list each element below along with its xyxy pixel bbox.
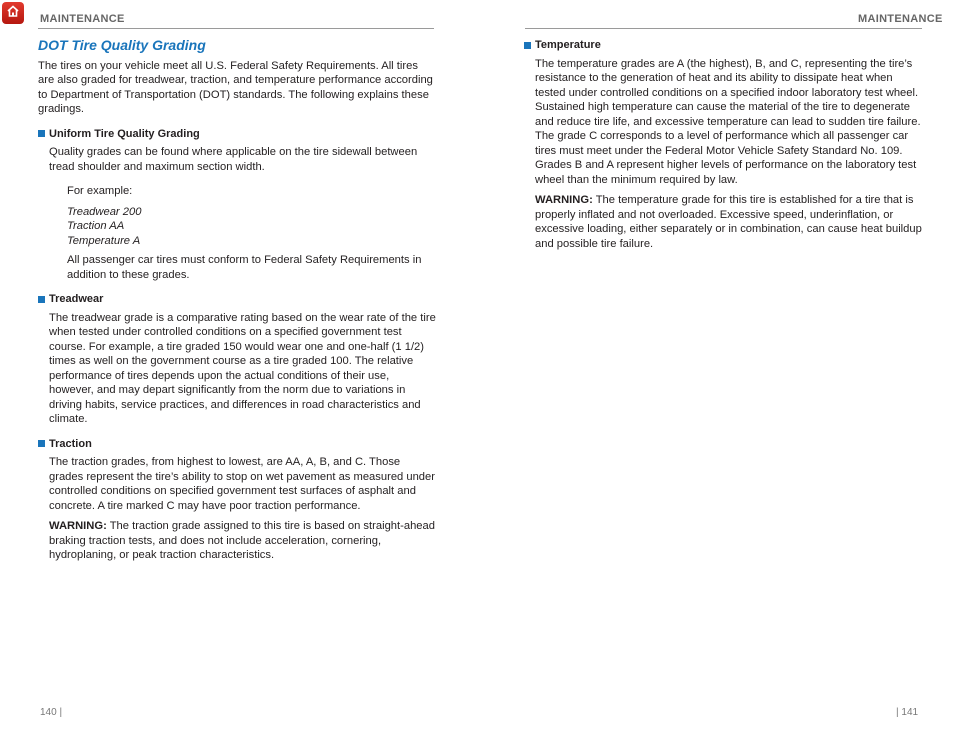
right-page-content xyxy=(524,38,924,251)
traction-text: The traction grades, from highest to lowest, are AA, A, B, and C. Those grades represent the tire’s ability to stop on wet pavement as measured under controlled conditions on specified government test surfaces of asphalt and concrete. A tire marked C may have poor traction performance. xyxy=(49,456,435,512)
home-button[interactable] xyxy=(2,2,24,24)
traction-heading-label: Traction xyxy=(49,437,92,450)
warning-text: The traction grade assigned to this tire is based on straight-ahead braking traction tests, and does not include acceleration, cornering, hydroplaning, or peak traction characteristics. xyxy=(49,520,435,561)
left-page-content xyxy=(38,38,436,563)
section-header-left: MAINTENANCE xyxy=(40,13,125,25)
treadwear-text: The treadwear grade is a comparative rating based on the wear rate of the tire when tested under controlled conditions on a specified government test course. For example, a tire graded 150 would wear one and one-half (1 1/2) times as well on the government course as a tire graded 100. The relative performance of tires depends upon the actual conditions of their use, however, and may depart significantly from the norm due to variations in driving habits, service practices, and differences in road characteristics and climate. xyxy=(49,311,436,425)
uniform-heading xyxy=(38,127,436,142)
intro-paragraph: The tires on your vehicle meet all U.S. Federal Safety Requirements. All tires are also graded for treadwear, traction, and temperature performance according to Department of Transportation (DOT) standards. The following explains these gradings. xyxy=(38,59,433,115)
uniform-text: Quality grades can be found where applicable on the tire sidewall between tread shoulder and maximum section width. xyxy=(49,146,418,173)
header-divider-right xyxy=(525,28,922,29)
treadwear-heading xyxy=(38,292,436,307)
temperature-heading xyxy=(524,38,924,53)
square-bullet-icon xyxy=(38,130,45,137)
temperature-warning xyxy=(524,193,924,251)
uniform-heading-label: Uniform Tire Quality Grading xyxy=(49,127,200,140)
example-label: For example: xyxy=(67,185,133,197)
warning-text: The temperature grade for this tire is established for a tire that is properly inflated and not overloaded. Excessive speed, underinflation, or excessive loading, either separately or in combination, can cause heat buildup and possible tire failure. xyxy=(535,194,922,250)
uniform-note: All passenger car tires must conform to Federal Safety Requirements in addition to these grades. xyxy=(67,254,422,281)
temperature-text: The temperature grades are A (the highest), B, and C, representing the tire’s resistance to the generation of heat and its ability to dissipate heat when tested under controlled conditions on a specified indoor laboratory test wheel. Sustained high temperature can cause the material of the tire to degenerate and reduce tire life, and excessive temperature can lead to sudden tire failure. The grade C corresponds to a level of performance which all passenger car tires must meet under the Federal Motor Vehicle Safety Standard No. 109. Grades B and A represent higher levels of performance on the laboratory test wheel than the minimum required by law. xyxy=(535,57,921,186)
traction-warning xyxy=(38,519,436,563)
warning-label: WARNING: xyxy=(535,194,593,206)
header-divider-left xyxy=(38,28,434,29)
page-number-left: 140 | xyxy=(40,707,63,718)
square-bullet-icon xyxy=(38,440,45,447)
page-title: DOT Tire Quality Grading xyxy=(38,37,206,53)
temperature-heading-label: Temperature xyxy=(535,39,601,51)
page-number-right: | 141 xyxy=(896,707,919,718)
example-traction: Traction AA xyxy=(67,220,125,232)
square-bullet-icon xyxy=(38,296,45,303)
home-icon xyxy=(6,4,20,23)
treadwear-heading-label: Treadwear xyxy=(49,293,104,305)
example-temperature: Temperature A xyxy=(67,234,141,247)
square-bullet-icon xyxy=(524,42,531,49)
section-header-right: MAINTENANCE xyxy=(858,13,943,25)
traction-heading xyxy=(38,437,436,452)
example-treadwear: Treadwear 200 xyxy=(67,205,142,218)
warning-label: WARNING: xyxy=(49,520,107,532)
